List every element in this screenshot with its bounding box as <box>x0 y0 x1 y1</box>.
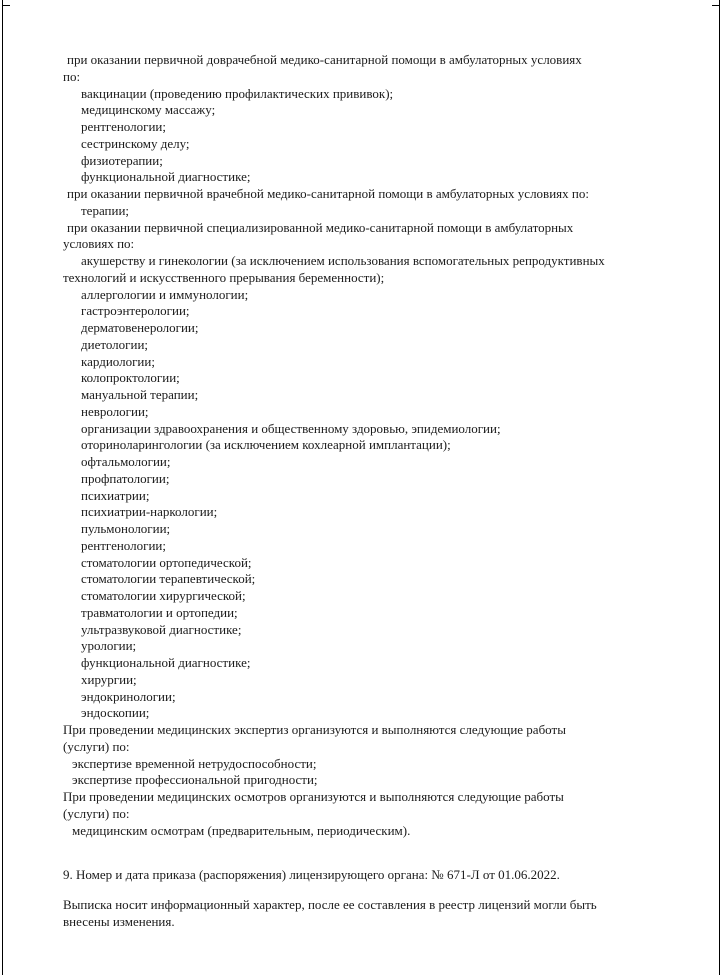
text-line: физиотерапии; <box>81 152 163 168</box>
text-line: условиях по: <box>63 236 135 252</box>
text-line: мануальной терапии; <box>81 387 199 402</box>
text-line: при оказании первичной врачебной медико-санитарной помощи в амбулаторных условиях по: <box>67 186 589 201</box>
text-line: (услуги) по: <box>63 738 130 754</box>
text-line: (услуги) по: <box>63 805 130 821</box>
text-line: хирургии; <box>81 671 137 687</box>
text-line: рентгенологии; <box>81 537 166 553</box>
text-line: медицинским осмотрам (предварительным, периодическим). <box>72 822 411 838</box>
document-body <box>63 52 663 931</box>
text-line: ультразвуковой диагностике; <box>81 621 242 637</box>
text-line: эндоскопии; <box>81 705 150 721</box>
text-line: рентгенологии; <box>81 119 166 134</box>
text-line: колопроктологии; <box>81 370 180 386</box>
text-line: оториноларингологии (за исключением кохлеарной имплантации); <box>81 437 451 453</box>
page-border-top-left-tick <box>2 5 10 6</box>
text-line: стоматологии терапевтической; <box>81 571 256 587</box>
text-line: вакцинации (проведению профилактических прививок); <box>81 85 394 101</box>
text-line: офтальмологии; <box>81 454 171 469</box>
disclaimer <box>63 897 663 931</box>
text-line: Выписка носит информационный характер, после ее составления в реестр лицензий могли быть <box>63 897 597 912</box>
text-line: эндокринологии; <box>81 688 176 704</box>
text-line: терапии; <box>81 202 130 218</box>
text-line: при оказании первичной доврачебной медико-санитарной помощи в амбулаторных условиях <box>67 52 582 67</box>
text-line: сестринскому делу; <box>81 135 190 151</box>
text-line: внесены изменения. <box>63 913 175 929</box>
text-line: стоматологии хирургической; <box>81 588 246 603</box>
order-number-line: 9. Номер и дата приказа (распоряжения) лицензирующего органа: № 671-Л от 01.06.2022. <box>63 867 560 883</box>
text-line: стоматологии ортопедической; <box>81 554 252 570</box>
text-line: гастроэнтерологии; <box>81 303 190 319</box>
text-line: травматологии и ортопедии; <box>81 604 238 620</box>
text-line: урологии; <box>81 638 137 654</box>
text-line: При проведении медицинских экспертиз организуются и выполняются следующие работы <box>63 722 566 737</box>
page-border-right <box>719 0 720 975</box>
text-line: по: <box>63 68 81 84</box>
text-line: дерматовенерологии; <box>81 320 199 335</box>
text-line: при оказании первичной специализированной медико-санитарной помощи в амбулаторных <box>67 219 574 235</box>
text-line: диетологии; <box>81 336 149 352</box>
text-line: психиатрии; <box>81 487 150 503</box>
text-line: аллергологии и иммунологии; <box>81 286 249 302</box>
text-line: профпатологии; <box>81 470 170 486</box>
text-line: неврологии; <box>81 403 149 419</box>
page-border-top-right-tick <box>712 5 720 6</box>
text-line: При проведении медицинских осмотров организуются и выполняются следующие работы <box>63 789 564 804</box>
text-line: технологий и искусственного прерывания беременности); <box>63 269 385 285</box>
text-line: функциональной диагностике; <box>81 169 251 185</box>
text-line: организации здравоохранения и общественному здоровью, эпидемиологии; <box>81 420 501 436</box>
text-line: функциональной диагностике; <box>81 655 251 670</box>
text-line: психиатрии-наркологии; <box>81 504 218 520</box>
text-line: экспертизе профессиональной пригодности; <box>72 772 318 788</box>
text-line: медицинскому массажу; <box>81 102 216 118</box>
text-line: акушерству и гинекологии (за исключением использования вспомогательных репродуктивных <box>81 253 605 268</box>
text-line: экспертизе временной нетрудоспособности; <box>72 755 317 771</box>
text-line: кардиологии; <box>81 353 155 369</box>
text-line: пульмонологии; <box>81 521 171 536</box>
page-border-left <box>2 0 3 975</box>
license-activity-list <box>63 52 663 839</box>
